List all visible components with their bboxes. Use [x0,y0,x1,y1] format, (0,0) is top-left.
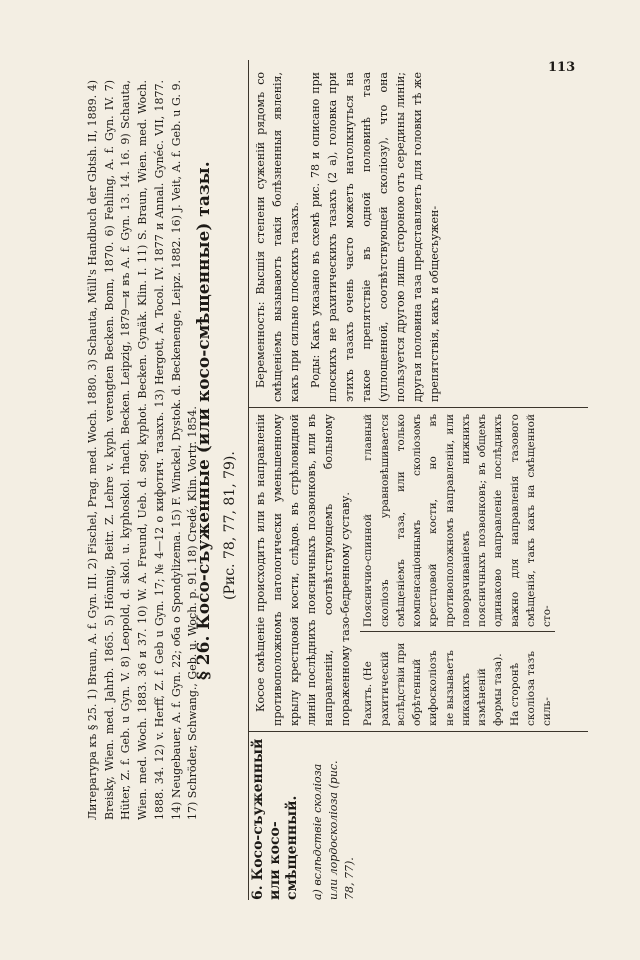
side-heading: 6. Косо-съуженный или косо-смѣщенный. [250,738,300,900]
rotated-content [40,60,600,900]
right-paragraph-1: Беременность: Высшія степени суженій рядомъ со смѣщеніемъ вызываютъ такія болѣзненныя явленія, какъ при сильно плоскихъ тазахъ. [254,72,302,402]
column-rule-right [248,407,588,408]
page-number: 113 [548,60,576,75]
table-top-rule [248,60,249,900]
left-column-lead: Косое смѣщеніе происходитъ или въ направленіи противоположномъ патологически уменьшенному крылу крестцовой кости, слѣдов. въ стрѣловидной линіи послѣднихъ поясничныхъ позвонковъ, или въ направленіи, соотвѣтствующемъ больному пораженному тазо-бедренному суставу. [254,414,353,726]
references-block: Литература къ § 25. 1) Braun, A. f. Gyn. III. 2) Fischel, Prag. med. Woch. 1880. 3) Schauta, Müll's Handbuch der Gbtsh. II, 1889. 4) Breisky, Wien. med. Jahrb. 1865. 5) Hönnig, Beitr. Z. Lehre v. kyph. verengten Becken. Bonn, 1870. 6) Fehling, A. f. Gyn. IV. 7) Hüter, Z. f. Geb. u Gyn. V. 8) Leopold, d. skol. u. kyphoskol. rhach. Becken. Leipzig, 1879—и въ A. f. Gyn. 13. 14. 16. 9) Schauta, Wien. med. Woch. 1883. 36 и 37. 10) W. A. Freund, Ueb. d. sog. kyphot. Becken. Gynäk. Klin. I. 11) S. Braun, Wien. med. Woch. 1888. 34. 12) v. Herff, Z. f. Geb u Gyn. 17; № 4—12 о кифотич. тазахъ. 13) Hergott, A. Tocol. IV. 1877 и Annal. Gynéc. VII, 1877. 14) Neugebauer, A. f. Gyn. 22; оба о Spondylizema. 15) F. Winckel, Dystok. d. Beckenenge, Leipz. 1882. 16) J. Veit, A. f. Geb. u G. 9. 17) Schröder, Schwang., Geb. u. Woch. p. 91. 18) Credé, Klin. Vortr. 1854. [86,80,200,820]
subcolumn-rule [360,631,555,632]
left-column [252,414,555,726]
left-column-split [360,414,555,726]
right-column [252,72,448,402]
right-paragraph-2: Роды: Какъ указано въ схемѣ рис. 78 и описано при плоскихъ не рахитическихъ тазахъ (2 а), головка при этихъ тазахъ очень часто можетъ натолкнуться на такое препятствіе въ одной половинѣ таза (уплощенной, соотвѣтствующей сколіозу), что она пользуется другою лишь стороною отъ середины линіи; другая половина таза представляетъ для головки тѣ же препятствія, какъ и общесъужен- [309,72,442,402]
left-subcolumn-b: Поясничио-спинной главный сколіозъ уравновѣшивается смѣщеніемъ таза, или только компенсаціоннымъ сколіозомъ крестцовой кости, но въ противоположномъ направленіи, или поворачиваніемъ нижнихъ поясничныхъ позвонковъ; въ общемъ одинаково направленіе послѣднихъ важно для направленія тазового смѣщенія, такъ какъ на смѣщенной сто- [362,414,554,627]
side-subheading: а) вслѣдствіе сколіоза или лордосколіоза (рис. 78, 77). [311,760,356,900]
section-figures: (Рис. 78, 77, 81, 79). [222,451,238,600]
left-subcolumn-a: Рахитъ. (Не рахитическій вслѣдствіи при обрѣтенный кифосколіозъ не вызываетъ никакихъ измѣненій формы таза). На сторонѣ сколіоза тазъ силь- [362,642,554,726]
section-title: § 26. Косо-съуженные (или косо-смѣщенные) тазы. [194,161,214,680]
